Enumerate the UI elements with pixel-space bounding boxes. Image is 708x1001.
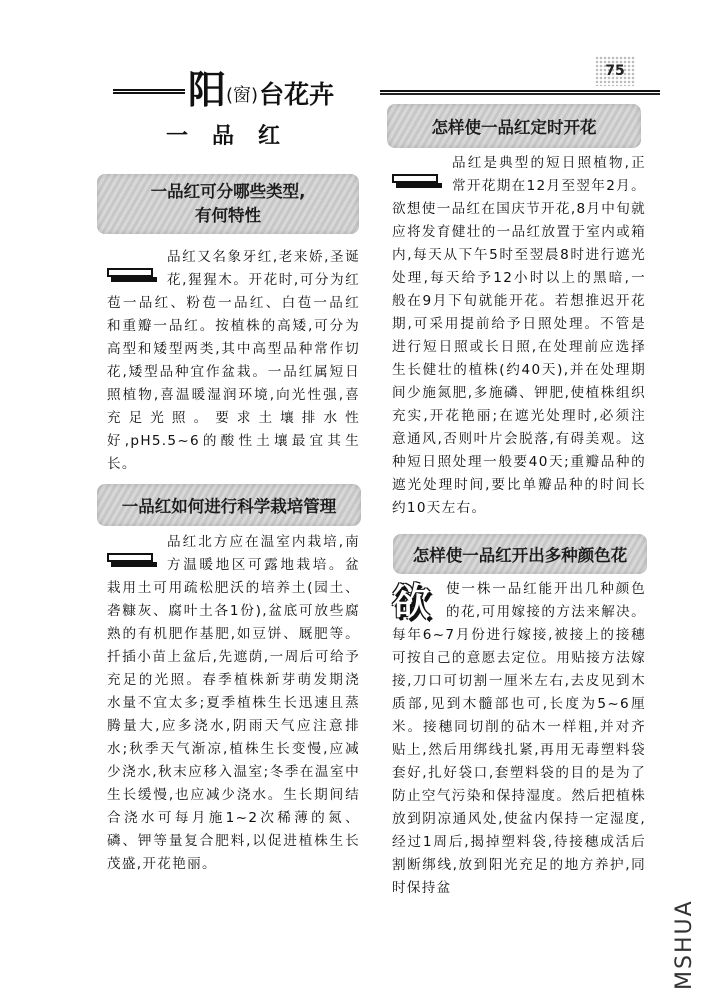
- section-text-cultivation: 品红北方应在温室内栽培,南方温暖地区可露地栽培。盆栽用土可用疏松肥沃的培养土(园土、砻糠灰、腐叶土各1份),盆底可放些腐熟的有机肥作基肥,如豆饼、厩肥等。扦插小苗上盆后,先遮荫,一周后可给予充足的光照。春季植株新芽萌发期浇水量不宜太多;夏季植株生长迅速且蒸腾量大,应多浇水,阴雨天气应注意排水;秋季天气渐凉,植株生长变慢,应减少浇水,秋末应移入温室;冬季在温室中生长缓慢,也应减少浇水。生长期间结合浇水可每月施1~2次稀薄的氮、磷、钾等量复合肥料,以促进植株生长茂盛,开花艳丽。: [107, 534, 360, 872]
- section-body-cultivation: [107, 531, 360, 911]
- section-heading-timing: [387, 104, 641, 148]
- column-title-big-char: 阳: [188, 67, 226, 112]
- section-heading-types: [97, 174, 359, 234]
- section-body-timing: [392, 152, 646, 532]
- column-title-rest: 台花卉: [259, 80, 335, 109]
- watermark: MSHUA: [672, 899, 697, 990]
- drop-bar-icon: [392, 174, 442, 189]
- section-heading-types-line1: 一品红可分哪些类型,: [150, 182, 306, 201]
- section-heading-cultivation-text: 一品红如何进行科学栽培管理: [121, 497, 337, 516]
- section-heading-colors: [393, 534, 647, 574]
- header-rule-left: [113, 89, 185, 94]
- section-heading-timing-text: 怎样使一品红定时开花: [431, 118, 597, 137]
- header-rule-right: [380, 90, 660, 95]
- column-title: [188, 66, 334, 110]
- section-text-types: 品红又名象牙红,老来娇,圣诞花,猩猩木。开花时,可分为红苞一品红、粉苞一品红、白苞一品红和重瓣一品红。按植株的高矮,可分为高型和矮型两类,其中高型品种常作切花,矮型品种宜作盆栽。一品红属短日照植物,喜温暖湿润环境,向光性强,喜充足光照。要求土壤排水性好,pH5.5~6的酸性土壤最宜其生长。: [107, 249, 360, 472]
- drop-cap: 欲: [392, 580, 432, 624]
- drop-bar-icon: [107, 553, 157, 568]
- section-text-timing: 品红是典型的短日照植物,正常开花期在12月至翌年2月。欲想使一品红在国庆节开花,8月中旬就应将发育健壮的一品红放置于室内或箱内,每天从下午5时至翌晨8时进行遮光处理,每天给予12小时以上的黑暗,一般在9月下旬就能开花。若想推迟开花期,可采用提前给予日照处理。不管是进行短日照或长日照,在处理前应选择生长健壮的植株(约40天),并在处理期间少施氮肥,多施磷、钾肥,使植株组织充实,开花艳丽;在遮光处理时,必须注意通风,否则叶片会脱落,有碍美观。这种短日照处理一般要40天;重瓣品种的遮光处理时间,要比单瓣品种的时间长约10天左右。: [392, 155, 646, 516]
- article-title: 一品红: [165, 124, 304, 149]
- page-number: 75: [595, 56, 635, 86]
- column-title-paren: (窗): [226, 85, 259, 106]
- section-text-colors: 使一株一品红能开出几种颜色的花,可用嫁接的方法来解决。每年6~7月份进行嫁接,被接上的接穗可按自己的意愿去定位。用贴接方法嫁接,刀口可切割一厘米左右,去皮见到木质部,见到木髓部也可,长度为5~6厘米。接穗同切削的砧木一样粗,并对齐贴上,然后用绑线扎紧,再用无毒塑料袋套好,扎好袋口,套塑料袋的目的是为了防止空气污染和保持湿度。然后把植株放到阴凉通风处,使盆内保持一定湿度,经过1周后,揭掉塑料袋,待接穗成活后割断绑线,放到阳光充足的地方养护,同时保持盆: [392, 581, 646, 896]
- drop-bar-icon: [107, 268, 157, 283]
- section-body-colors: [392, 578, 646, 908]
- section-heading-cultivation: [97, 484, 361, 526]
- section-body-types: [107, 246, 360, 476]
- section-heading-types-line2: 有何特性: [195, 206, 261, 225]
- section-heading-colors-text: 怎样使一品红开出多种颜色花: [412, 546, 628, 565]
